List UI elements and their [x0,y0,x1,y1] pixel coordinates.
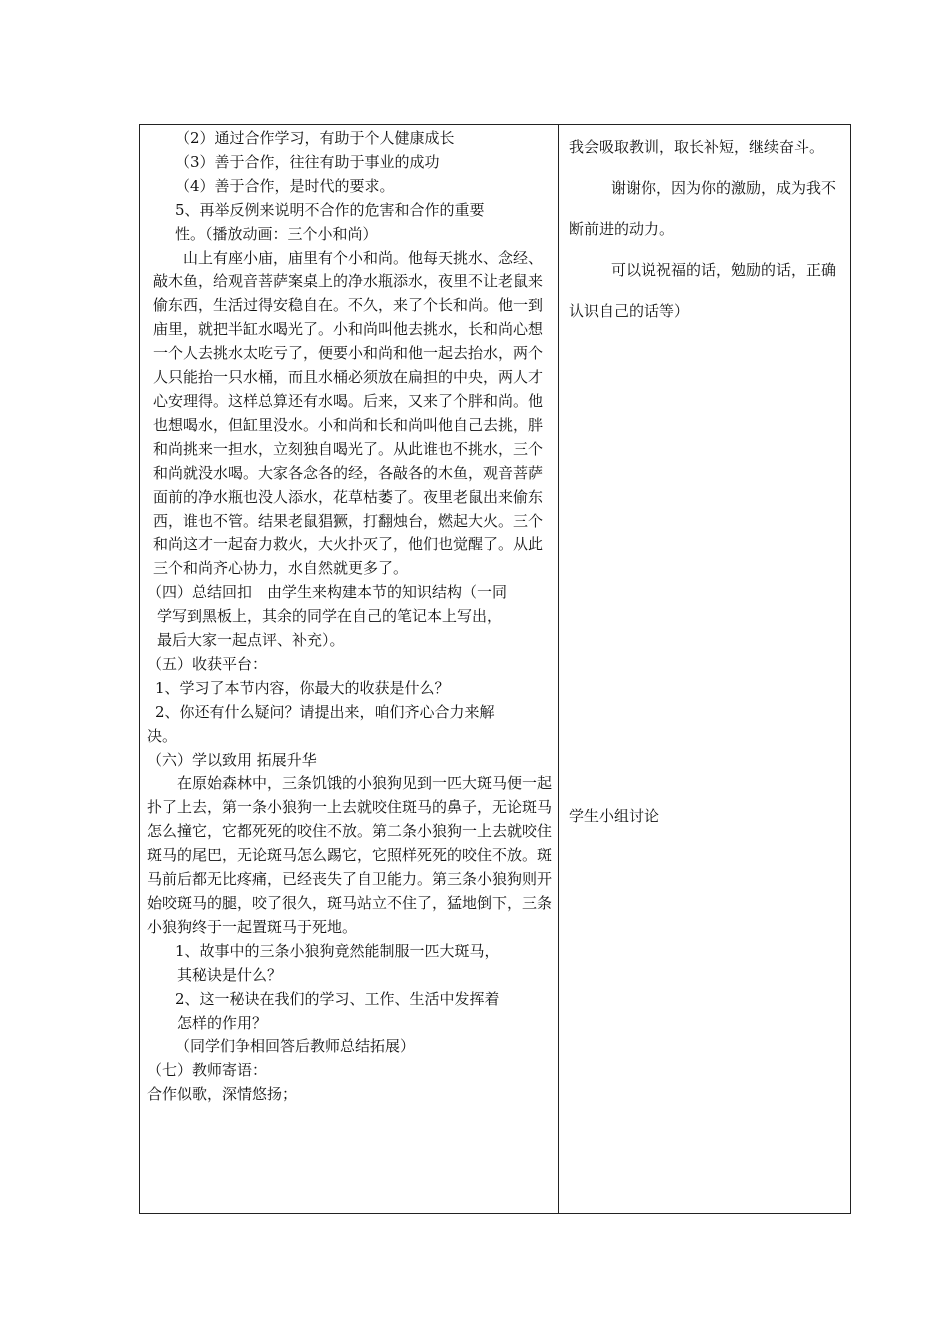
student-activity-column [569,127,845,332]
wolf-note: （同学们争相回答后教师总结拓展） [175,1037,416,1056]
wolf-question-1-line2: 其秘诀是什么？ [177,965,283,984]
harvest-question-1: 1、学习了本节内容，你最大的收获是什么？ [155,678,450,697]
section-4-line2: 学写到黑板上，其余的同学在自己的笔记本上写出， [157,607,503,626]
point-5-line1: 5、再举反例来说明不合作的危害和合作的重要 [175,200,485,219]
teacher-activity-column [147,127,553,1107]
wolf-question-1-line1: 1、故事中的三条小狼狗竟然能制服一匹大斑马， [175,941,500,960]
harvest-question-2-line1: 2、你还有什么疑问？请提出来，咱们齐心合力来解 [155,702,495,721]
section-6-heading: （六）学以致用 拓展升华 [147,750,317,769]
student-response-3: 可以说祝福的话，勉励的话，正确认识自己的话等） [569,261,837,320]
point-4: （4）善于合作，是时代的要求。 [175,176,395,195]
student-response-2: 谢谢你，因为你的激励，成为我不断前进的动力。 [569,179,837,238]
lesson-table [139,124,851,1214]
column-divider [558,125,559,1213]
closing-line: 合作似歌，深情悠扬； [147,1085,298,1104]
group-discussion-label: 学生小组讨论 [569,807,660,825]
section-4-line3: 最后大家一起点评、补充）。 [157,631,345,650]
wolf-question-2-line2: 怎样的作用？ [177,1013,268,1032]
wolf-story: 在原始森林中，三条饥饿的小狼狗见到一匹大斑马便一起扑了上去，第一条小狼狗一上去就咬住斑马的鼻子，无论斑马怎么撞它，它都死死的咬住不放。第二条小狼狗一上去就咬住斑马的尾巴，无论斑马怎么踢它，它照样死死的咬住不放。斑马前后都无比疼痛，已经丧失了自卫能力。第三条小狼狗则开始咬斑马的腿，咬了很久，斑马站立不住了，猛地倒下，三条小狼狗终于一起置斑马于死地。 [147,774,553,936]
point-2: （2）通过合作学习，有助于个人健康成长 [175,129,455,147]
point-3: （3）善于合作，往往有助于事业的成功 [175,152,440,171]
student-response-1: 我会吸取教训，取长补短，继续奋斗。 [569,138,825,156]
harvest-question-2-line2: 决。 [147,726,178,745]
section-5-heading: （五）收获平台： [147,654,268,673]
section-7-heading: （七）教师寄语： [147,1061,268,1080]
wolf-question-2-line1: 2、这一秘诀在我们的学习、工作、生活中发挥着 [175,989,500,1008]
section-4-line1: （四）总结回扣 由学生来构建本节的知识结构（一同 [147,583,508,602]
point-5-line2: 性。（播放动画：三个小和尚） [175,224,378,243]
monk-story: 山上有座小庙，庙里有个小和尚。他每天挑水、念经、敲木鱼，给观音菩萨案桌上的净水瓶添水，夜里不让老鼠来偷东西，生活过得安稳自在。不久，来了个长和尚。他一到庙里，就把半缸水喝光了。小和尚叫他去挑水，长和尚心想一个人去挑水太吃亏了，便要小和尚和他一起去抬水，两个人只能抬一只水桶，而且水桶必须放在扁担的中央，两人才心安理得。这样总算还有水喝。后来，又来了个胖和尚。他也想喝水，但缸里没水。小和尚和长和尚叫他自己去挑，胖和尚挑来一担水，立刻独自喝光了。从此谁也不挑水，三个和尚就没水喝。大家各念各的经，各敲各的木鱼，观音菩萨面前的净水瓶也没人添水，花草枯萎了。夜里老鼠出来偷东西，谁也不管。结果老鼠猖獗，打翻烛台，燃起大火。三个和尚这才一起奋力救火，大火扑灭了，他们也觉醒了。从此三个和尚齐心协力，水自然就更多了。 [153,248,544,578]
